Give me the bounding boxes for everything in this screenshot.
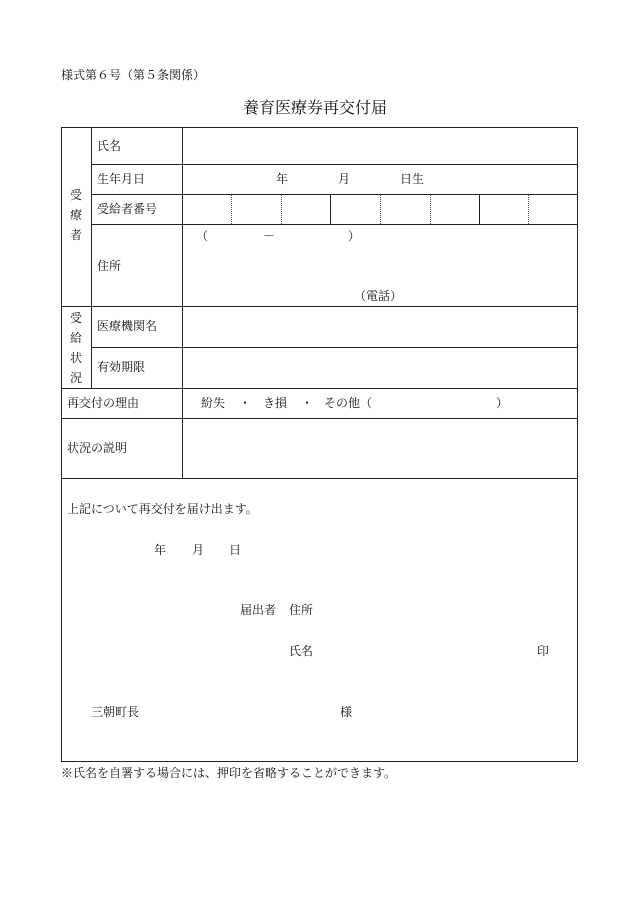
- postal-open: （: [196, 229, 209, 243]
- reason-option-lost[interactable]: 紛失: [201, 396, 226, 410]
- address-field[interactable]: [184, 226, 576, 304]
- recipient-group-label: 受 療 者: [69, 188, 82, 242]
- address-label: 住所: [97, 259, 122, 273]
- applicant-label: 届出者: [240, 603, 277, 617]
- form-number: 様式第６号（第５条関係）: [61, 68, 206, 82]
- declaration-date-field[interactable]: [110, 538, 250, 560]
- reason-label: 再交付の理由: [67, 396, 140, 410]
- date-day-unit: 日: [229, 543, 242, 557]
- birth-year-unit: 年: [276, 172, 289, 186]
- applicant-address-label: 住所: [289, 603, 314, 617]
- birth-day-unit: 日生: [400, 172, 425, 186]
- validity-input[interactable]: [188, 355, 572, 381]
- validity-label: 有効期限: [97, 360, 146, 374]
- honorific: 様: [340, 705, 353, 719]
- recipient-name-input[interactable]: [188, 134, 572, 158]
- reason-separator: ・: [301, 396, 314, 410]
- explanation-textarea[interactable]: [188, 424, 572, 472]
- reason-option-damaged[interactable]: き損: [263, 396, 288, 410]
- date-month-unit: 月: [192, 543, 205, 557]
- recipient-number-label: 受給者番号: [97, 202, 158, 216]
- form-title: 養育医療券再交付届: [242, 98, 387, 117]
- footnote: ※氏名を自署する場合には、押印を省略することができます。: [61, 766, 397, 780]
- institution-input[interactable]: [188, 314, 572, 340]
- reason-other-input[interactable]: [380, 393, 494, 413]
- seal-mark: 印: [537, 644, 550, 658]
- postal-dash: －: [263, 229, 276, 243]
- reason-separator: ・: [239, 396, 252, 410]
- name-label: 氏名: [97, 139, 122, 153]
- reason-option-other[interactable]: その他（: [324, 396, 373, 410]
- explanation-label: 状況の説明: [67, 441, 128, 455]
- reason-other-close: ）: [496, 396, 509, 410]
- declaration-statement: 上記について再交付を届け出ます。: [67, 502, 258, 516]
- addressee: 三朝町長: [91, 705, 140, 719]
- benefit-group-label: 受 給 状 況: [69, 311, 82, 385]
- postal-close: ）: [348, 229, 361, 243]
- institution-label: 医療機関名: [97, 319, 158, 333]
- birth-date-label: 生年月日: [97, 172, 146, 186]
- date-year-unit: 年: [154, 543, 167, 557]
- birth-date-field[interactable]: [184, 166, 574, 192]
- applicant-name-label: 氏名: [289, 644, 314, 658]
- birth-month-unit: 月: [338, 172, 351, 186]
- phone-label: （電話）: [354, 289, 403, 303]
- recipient-number-field[interactable]: [184, 196, 576, 222]
- applicant-name-field[interactable]: [318, 639, 528, 661]
- applicant-address-field[interactable]: [318, 598, 568, 620]
